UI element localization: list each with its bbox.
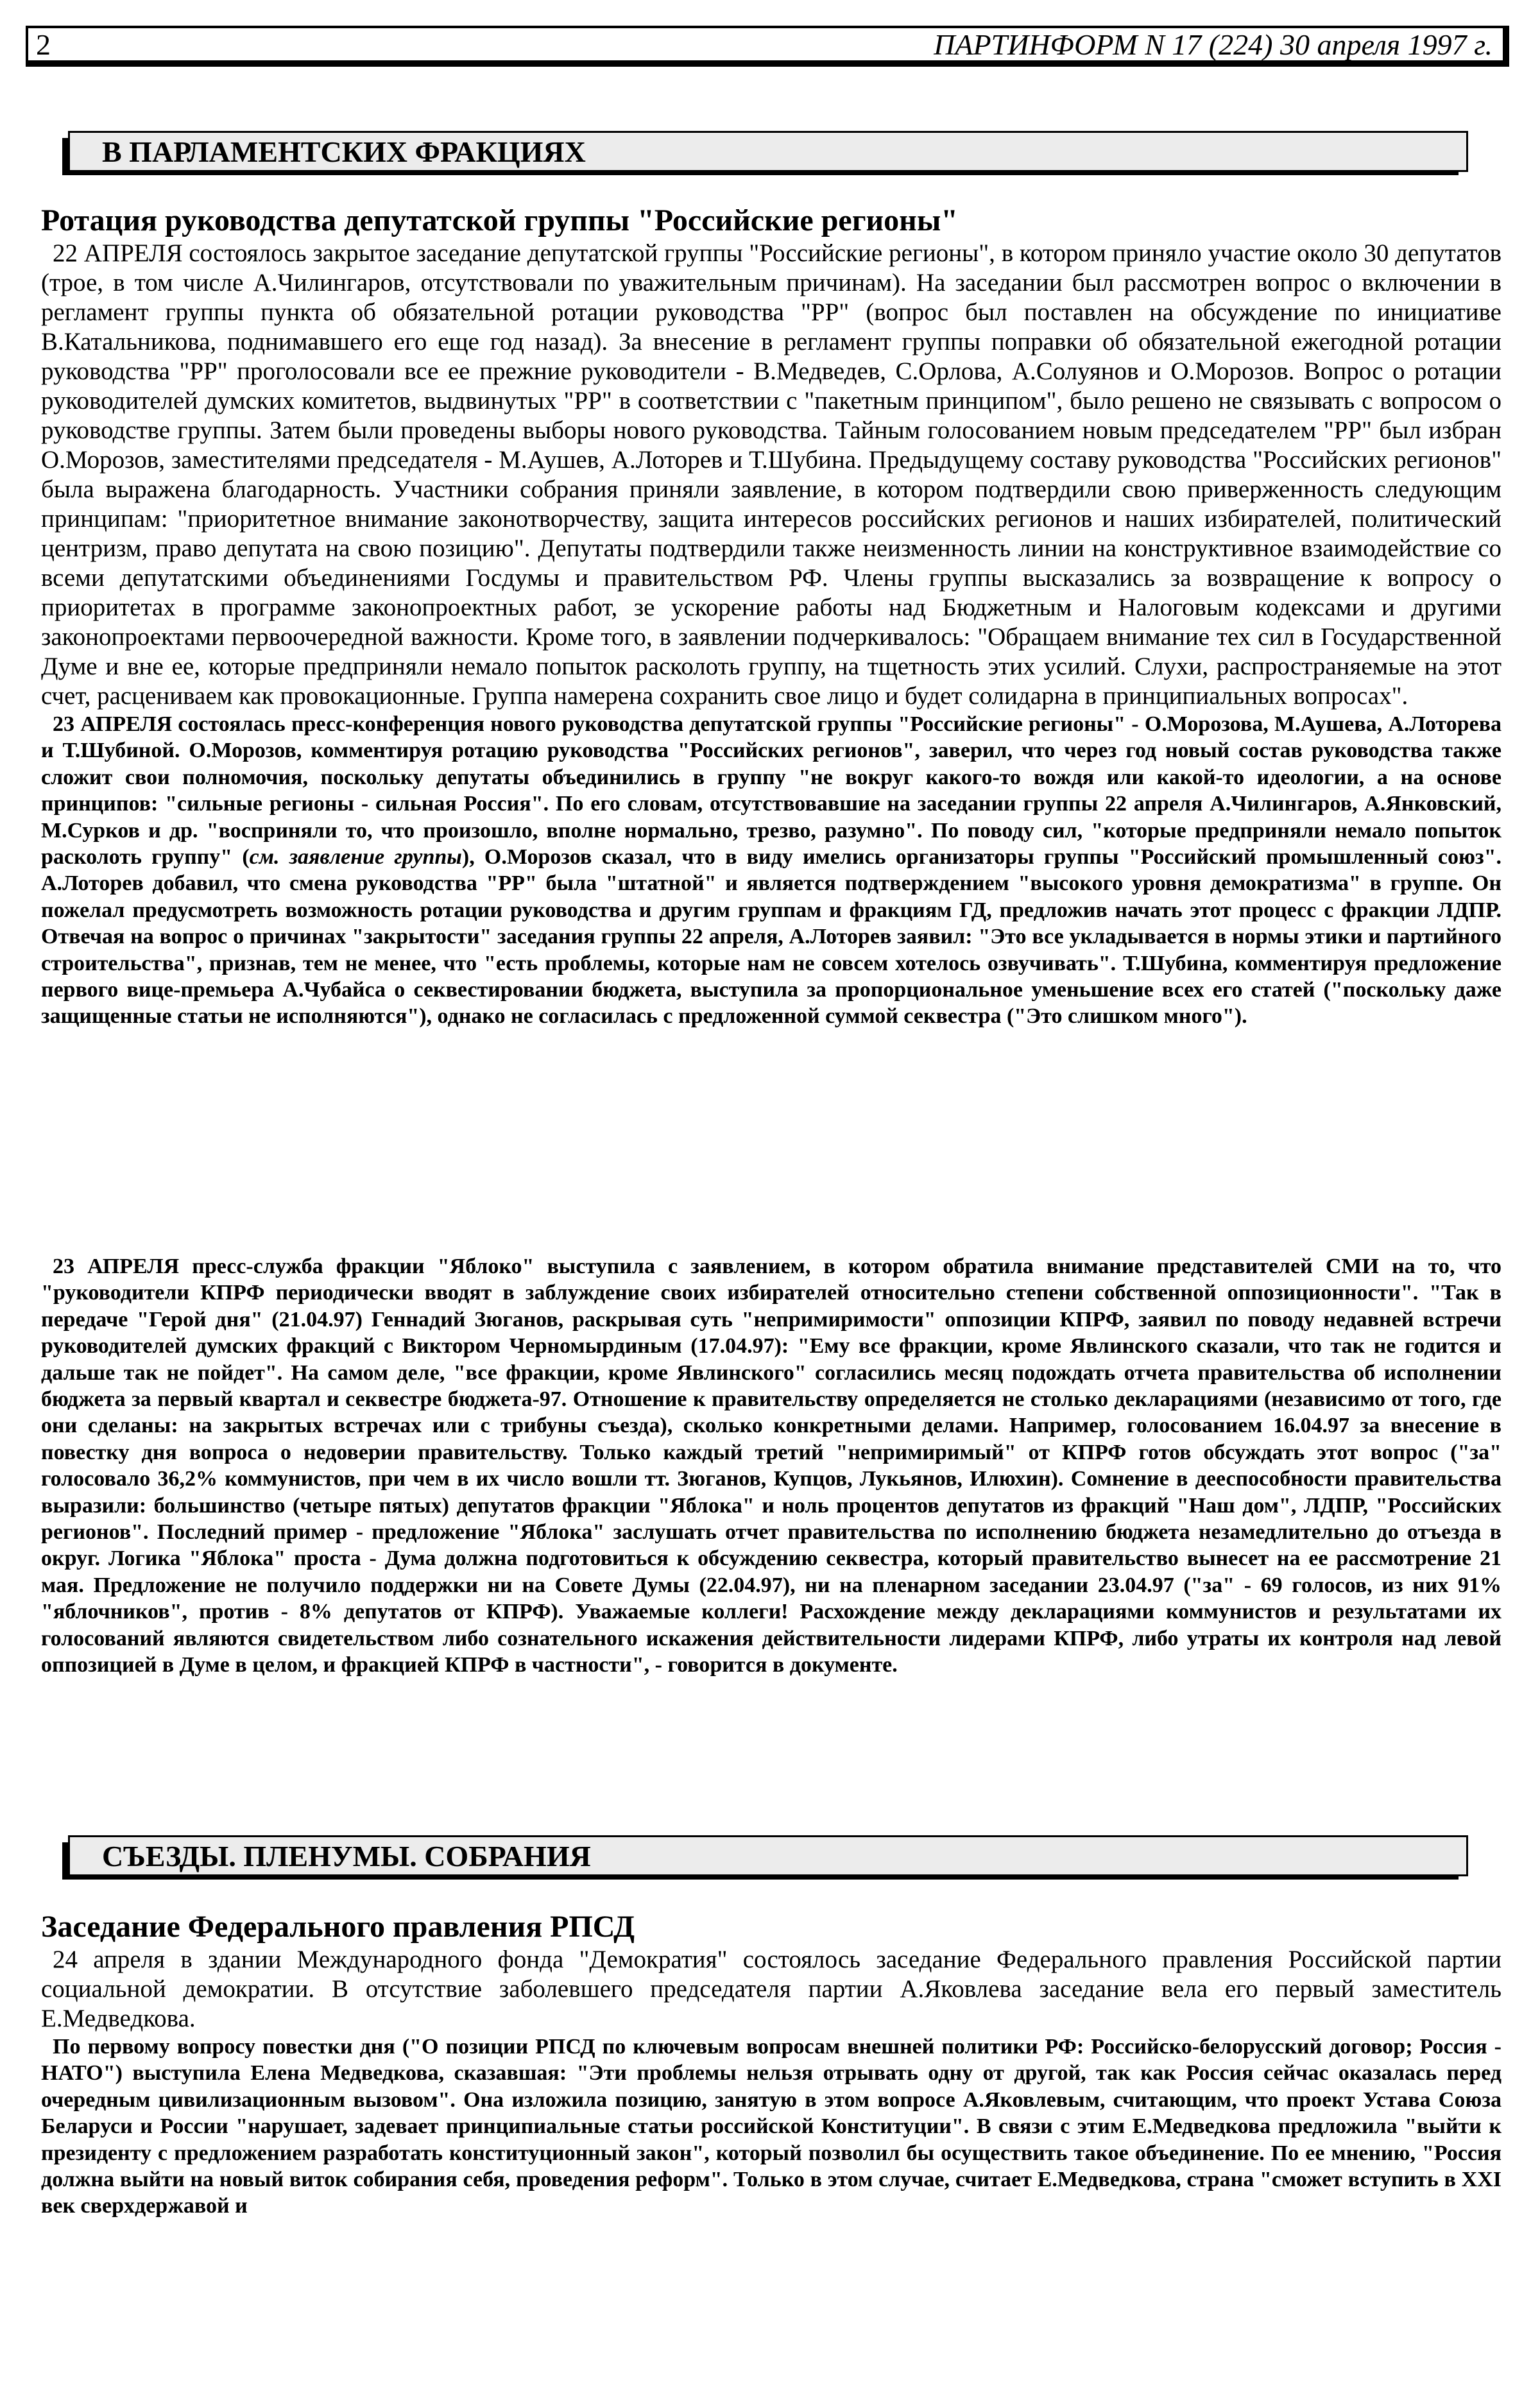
- article-paragraph: 23 АПРЕЛЯ состоялась пресс-конференция нового руководства депутатской группы "Российские регионы" - О.Морозова, М.Аушева, А.Лоторева и Т.Шубиной. О.Морозов, комментируя ротацию руководства "Российских регионов", заверил, что через год новый состав руководства также сложит свои полномочия, поскольку депутаты объединились в группу "не вокруг какого-то вождя или какой-то идеологии, а на основе принципов: "сильные регионы - сильная Россия". По его словам, отсутствовавшие на заседании группы 22 апреля А.Чилингаров, А.Янковский, М.Сурков и др. "восприняли то, что произошло, вполне нормально, трезво, разумно". По поводу сил, "которые предприняли немало попыток расколоть группу" (см. заявление группы), О.Морозов сказал, что в виду имелись организаторы группы "Российский промышленный союз". А.Лоторев добавил, что смена руководства "РР" была "штатной" и является подтверждением "высокого уровня демократизма" в группе. Он пожелал предусмотреть возможность ротации руководства и другим группам и фракциям ГД, предложив начать этот процесс с фракции ЛДПР. Отвечая на вопрос о причинах "закрытости" заседания группы 22 апреля, А.Лоторев заявил: "Это все укладывается в нормы этики и партийного строительства", признав, тем не менее, что "есть проблемы, которые нам не совсем хотелось озвучивать". Т.Шубина, комментируя предложение первого вице-премьера А.Чубайса о секвестировании бюджета, выступила за пропорциональное уменьшение всех его статей ("поскольку даже защищенные статьи не исполняются"), однако не согласилась с предложенной суммой секвестра ("Это слишком много").: [41, 712, 1502, 1029]
- article-paragraph: 23 АПРЕЛЯ пресс-служба фракции "Яблоко" выступила с заявлением, в котором обратила внимание представителей СМИ на то, что "руководители КПРФ периодически вводят в заблуждение своих избирателей относительно степени собственной оппозиционности". "Так в передаче "Герой дня" (21.04.97) Геннадий Зюганов, раскрывая суть "непримиримости" оппозиции КПРФ, заявил по поводу недавней встречи руководителей думских фракций с Виктором Черномырдиным (17.04.97): "Ему все фракции, кроме Явлинского сказали, что так не годится и дальше так не пойдет". На самом деле, "все фракции, кроме Явлинского" согласились месяц подождать отчета правительства об исполнении бюджета за первый квартал и секвестре бюджета-97. Отношение к правительству определяется не столько декларациями (независимо от того, где они сделаны: на закрытых встречах или с трибуны съезда), сколько конкретными делами. Например, голосованием 16.04.97 за внесение в повестку дня вопроса о недоверии правительству. Только каждый третий "непримиримый" от КПРФ готов обсуждать этот вопрос ("за" голосовало 36,2% коммунистов, при чем в их число вошли тт. Зюганов, Купцов, Лукьянов, Илюхин). Сомнение в дееспособности правительства выразили: большинство (четыре пятых) депутатов фракции "Яблока" и ноль процентов депутатов из фракций "Наш дом", ЛДПР, "Российских регионов". Последний пример - предложение "Яблока" заслушать отчет правительства по исполнению бюджета незамедлительно до отъезда в округ. Логика "Яблока" проста - Дума должна подготовиться к обсуждению секвестра, который правительство вынесет на ее рассмотрение 21 мая. Предложение не получило поддержки ни на Совете Думы (22.04.97), ни на пленарном заседании 23.04.97 ("за" - 69 голосов, из них 91% "яблочников", против - 8% депутатов от КПРФ). Уважаемые коллеги! Расхождение между декларациями коммунистов и результатами их голосований являются свидетельством либо сознательного искажения действительности лидерами КПРФ, либо утраты их контроля над левой оппозицией в Думе в целом, и фракцией КПРФ в частности", - говорится в документе.: [41, 1255, 1502, 1677]
- article-yabloko-statement: [41, 1253, 1502, 1679]
- article-paragraph: По первому вопросу повестки дня ("О позиции РПСД по ключевым вопросам внешней политики РФ: Российско-белорусский договор; Россия - НАТО") выступила Елена Медведкова, сказавшая: "Эти проблемы нельзя отрывать одну от другой, так как Россия сейчас оказалась перед очередным цивилизационным вызовом". Она изложила позицию, занятую в этом вопросе А.Яковлевым, считающим, что проект Устава Союза Беларуси и России "нарушает, задевает принципиальные статьи российской Конституции". В связи с этим Е.Медведкова предложила "выйти к президенту с предложением разработать конституционный закон", который позволил бы осуществить такое объединение. По ее мнению, "Россия должна выйти на новый виток собирания себя, проведения реформ". Только в этом случае, считает Е.Медведкова, страна "сможет вступить в XXI век сверхдержавой и: [41, 2035, 1502, 2218]
- section-heading-congresses: [68, 1835, 1468, 1876]
- article-paragraph: 24 апреля в здании Международного фонда "Демократия" состоялось заседание Федерального правления Российской партии социальной демократии. В отсутствие заболевшего председателя партии А.Яковлева заседание вела его первый заместитель Е.Медведкова.: [41, 1946, 1502, 2032]
- article-rpsd: [41, 1909, 1502, 2220]
- section-heading-parliament: [68, 131, 1468, 172]
- article-title: Заседание Федерального правления РПСД: [41, 1910, 635, 1944]
- section-heading-text: В ПАРЛАМЕНТСКИХ ФРАКЦИЯХ: [102, 135, 586, 168]
- article-title: Ротация руководства депутатской группы "Российские регионы": [41, 203, 958, 237]
- article-paragraph: 22 АПРЕЛЯ состоялось закрытое заседание депутатской группы "Российские регионы", в котором приняло участие около 30 депутатов (трое, в том числе А.Чилингаров, отсутствовали по уважительным причинам). На заседании был рассмотрен вопрос о включении в регламент группы пункта об обязательной ротации руководства "РР" (вопрос был поставлен на обсуждение по инициативе В.Катальникова, поднимавшего его еще год назад). За внесение в регламент группы поправки об обязательной ежегодной ротации руководства "РР" проголосовали все ее прежние руководители - В.Медведев, С.Орлова, А.Солуянов и О.Морозов. Вопрос о ротации руководителей думских комитетов, выдвинутых "РР" в соответствии с "пакетным принципом", было решено не связывать с вопросом о руководстве группы. Затем были проведены выборы нового руководства. Тайным голосованием новым председателем "РР" был избран О.Морозов, заместителями председателя - М.Аушев, А.Лоторев и Т.Шубина. Предыдущему составу руководства "Российских регионов" была выражена благодарность. Участники собрания приняли заявление, в котором подтвердили свою приверженность следующим принципам: "приоритетное внимание законотворчеству, защита интересов российских регионов и наших избирателей, политический центризм, право депутата на свою позицию". Депутаты подтвердили также неизменность линии на конструктивное взаимодействие со всеми депутатскими объединениями Госдумы и правительством РФ. Члены группы высказались за возвращение к вопросу о приоритетах в программе законопроектных работ, зе ускорение работы над Бюджетным и Налоговым кодексами и другими законопроектами первоочередной важности. Кроме того, в заявлении подчеркивалось: "Обращаем внимание тех сил в Государственной Думе и вне ее, которые предприняли немало попыток расколоть группу, на тщетность этих усилий. Слухи, распространяемые на этот счет, расцениваем как провокационные. Группа намерена сохранить свое лицо и будет солидарна в принципиальных вопросах".: [41, 239, 1502, 710]
- article-parliament: [41, 203, 1502, 1030]
- page-number: 2: [36, 28, 51, 61]
- section-heading-text: СЪЕЗДЫ. ПЛЕНУМЫ. СОБРАНИЯ: [102, 1839, 591, 1872]
- publication-issue: ПАРТИНФОРМ N 17 (224) 30 апреля 1997 г.: [934, 28, 1493, 61]
- page-header: [26, 26, 1509, 67]
